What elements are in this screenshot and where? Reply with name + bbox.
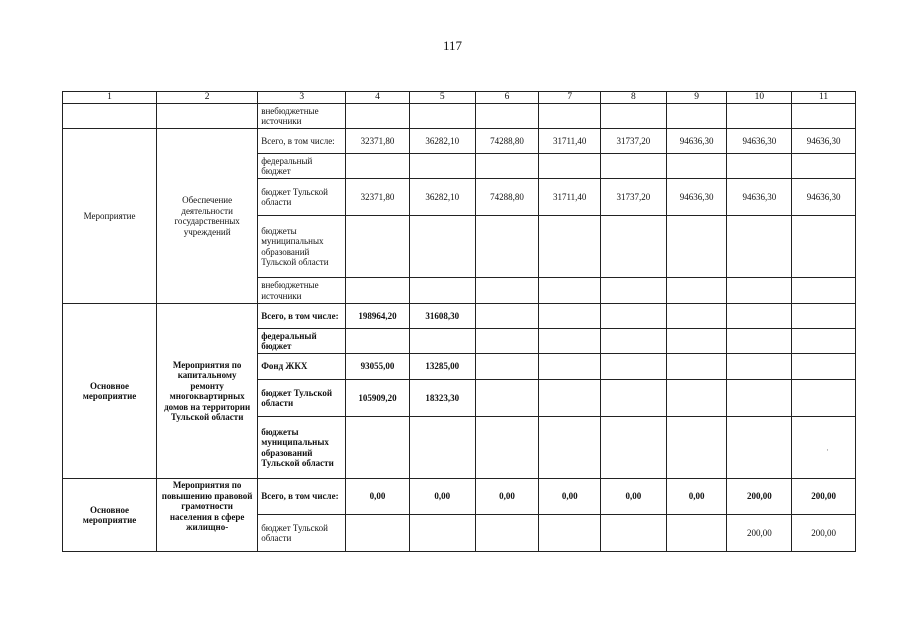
value-cell <box>346 104 410 129</box>
value-cell <box>666 417 727 479</box>
value-cell <box>346 154 410 179</box>
value-cell <box>346 515 410 552</box>
funding-source-cell: внебюджетные источники <box>258 278 346 304</box>
table-row <box>63 104 856 129</box>
value-cell <box>346 417 410 479</box>
value-cell <box>601 278 667 304</box>
value-cell <box>666 104 727 129</box>
value-cell: 200,00 <box>792 479 856 515</box>
value-cell: 31737,20 <box>601 179 667 216</box>
value-cell: 18323,30 <box>409 380 475 417</box>
value-cell: 0,00 <box>539 479 601 515</box>
value-cell <box>409 216 475 278</box>
value-cell <box>601 216 667 278</box>
value-cell: 94636,30 <box>792 129 856 154</box>
value-cell <box>792 329 856 354</box>
value-cell <box>727 417 792 479</box>
value-cell: 198964,20 <box>346 304 410 329</box>
value-cell <box>727 154 792 179</box>
value-cell <box>539 329 601 354</box>
activity-name-cell: Обеспечение деятельности государственных учреждений <box>157 129 258 304</box>
value-cell <box>727 104 792 129</box>
value-cell <box>601 304 667 329</box>
value-cell <box>475 278 539 304</box>
value-cell: 0,00 <box>666 479 727 515</box>
value-cell <box>539 354 601 380</box>
value-cell: 0,00 <box>475 479 539 515</box>
value-cell <box>346 278 410 304</box>
activity-type-cell <box>63 104 157 129</box>
funding-source-cell: Всего, в том числе: <box>258 479 346 515</box>
value-cell <box>666 515 727 552</box>
value-cell <box>539 304 601 329</box>
value-cell: 0,00 <box>601 479 667 515</box>
funding-source-cell: бюджет Тульской области <box>258 179 346 216</box>
value-cell <box>346 329 410 354</box>
activity-type-cell: Основное мероприятие <box>63 479 157 552</box>
budget-table <box>62 91 856 552</box>
value-cell: 200,00 <box>792 515 856 552</box>
value-cell: 0,00 <box>409 479 475 515</box>
column-number: 5 <box>409 92 475 104</box>
value-cell <box>475 380 539 417</box>
value-cell <box>539 515 601 552</box>
activity-name-cell: Мероприятия по повышению правовой грамотности населения в сфере жилищно- <box>157 479 258 552</box>
value-cell: 32371,80 <box>346 129 410 154</box>
value-cell: 200,00 <box>727 515 792 552</box>
value-cell <box>601 515 667 552</box>
value-cell <box>601 380 667 417</box>
value-cell <box>346 216 410 278</box>
column-number: 10 <box>727 92 792 104</box>
value-cell <box>727 354 792 380</box>
column-number: 9 <box>666 92 727 104</box>
value-cell <box>539 216 601 278</box>
value-cell <box>792 278 856 304</box>
value-cell <box>475 216 539 278</box>
value-cell: 36282,10 <box>409 129 475 154</box>
column-number: 4 <box>346 92 410 104</box>
value-cell <box>539 417 601 479</box>
value-cell <box>409 515 475 552</box>
value-cell <box>409 417 475 479</box>
value-cell <box>666 380 727 417</box>
funding-source-cell: федеральный бюджет <box>258 329 346 354</box>
value-cell <box>539 278 601 304</box>
column-number: 8 <box>601 92 667 104</box>
stray-mark: · <box>826 445 829 455</box>
value-cell <box>727 216 792 278</box>
column-number: 3 <box>258 92 346 104</box>
value-cell <box>539 104 601 129</box>
value-cell <box>601 104 667 129</box>
value-cell <box>601 417 667 479</box>
column-number: 11 <box>792 92 856 104</box>
value-cell <box>601 354 667 380</box>
value-cell <box>792 304 856 329</box>
value-cell <box>601 329 667 354</box>
value-cell <box>409 278 475 304</box>
table-row <box>63 304 856 329</box>
value-cell <box>409 154 475 179</box>
funding-source-cell: бюджет Тульской области <box>258 515 346 552</box>
value-cell: 94636,30 <box>727 179 792 216</box>
value-cell: 94636,30 <box>727 129 792 154</box>
value-cell <box>727 380 792 417</box>
value-cell <box>727 278 792 304</box>
value-cell <box>539 380 601 417</box>
value-cell <box>409 104 475 129</box>
value-cell <box>666 154 727 179</box>
value-cell: 0,00 <box>346 479 410 515</box>
funding-source-cell: федеральный бюджет <box>258 154 346 179</box>
funding-source-cell: Всего, в том числе: <box>258 129 346 154</box>
value-cell: 31711,40 <box>539 179 601 216</box>
value-cell <box>792 354 856 380</box>
column-number: 6 <box>475 92 539 104</box>
value-cell <box>666 304 727 329</box>
activity-name-cell: Мероприятия по капитальному ремонту многоквартирных домов на территории Тульской области <box>157 304 258 479</box>
funding-source-cell: Всего, в том числе: <box>258 304 346 329</box>
value-cell: 74288,80 <box>475 129 539 154</box>
value-cell: 36282,10 <box>409 179 475 216</box>
value-cell <box>666 216 727 278</box>
value-cell <box>475 329 539 354</box>
column-number: 7 <box>539 92 601 104</box>
value-cell <box>727 329 792 354</box>
value-cell <box>666 329 727 354</box>
value-cell <box>475 104 539 129</box>
value-cell <box>475 354 539 380</box>
value-cell: 31608,30 <box>409 304 475 329</box>
value-cell <box>409 329 475 354</box>
activity-type-cell: Мероприятие <box>63 129 157 304</box>
value-cell: 94636,30 <box>792 179 856 216</box>
value-cell <box>475 154 539 179</box>
value-cell <box>727 304 792 329</box>
value-cell: 74288,80 <box>475 179 539 216</box>
value-cell <box>792 216 856 278</box>
value-cell <box>475 304 539 329</box>
column-number: 2 <box>157 92 258 104</box>
value-cell: 105909,20 <box>346 380 410 417</box>
funding-source-cell: бюджеты муниципальных образований Тульской области <box>258 417 346 479</box>
funding-source-cell: Фонд ЖКХ <box>258 354 346 380</box>
funding-source-cell: бюджет Тульской области <box>258 380 346 417</box>
value-cell: 31711,40 <box>539 129 601 154</box>
value-cell <box>666 354 727 380</box>
value-cell <box>792 417 856 479</box>
table-row <box>63 129 856 154</box>
table-row <box>63 479 856 515</box>
funding-source-cell: бюджеты муниципальных образований Тульской области <box>258 216 346 278</box>
value-cell <box>601 154 667 179</box>
value-cell <box>792 380 856 417</box>
value-cell <box>475 515 539 552</box>
value-cell <box>666 278 727 304</box>
activity-type-cell: Основное мероприятие <box>63 304 157 479</box>
column-number-row <box>63 92 856 104</box>
value-cell: 93055,00 <box>346 354 410 380</box>
activity-name-cell <box>157 104 258 129</box>
value-cell <box>792 104 856 129</box>
value-cell: 13285,00 <box>409 354 475 380</box>
value-cell <box>475 417 539 479</box>
page-number: 117 <box>442 38 463 53</box>
value-cell: 32371,80 <box>346 179 410 216</box>
value-cell <box>792 154 856 179</box>
value-cell: 94636,30 <box>666 129 727 154</box>
value-cell: 200,00 <box>727 479 792 515</box>
column-number: 1 <box>63 92 157 104</box>
value-cell: 31737,20 <box>601 129 667 154</box>
value-cell: 94636,30 <box>666 179 727 216</box>
value-cell <box>539 154 601 179</box>
funding-source-cell: внебюджетные источники <box>258 104 346 129</box>
